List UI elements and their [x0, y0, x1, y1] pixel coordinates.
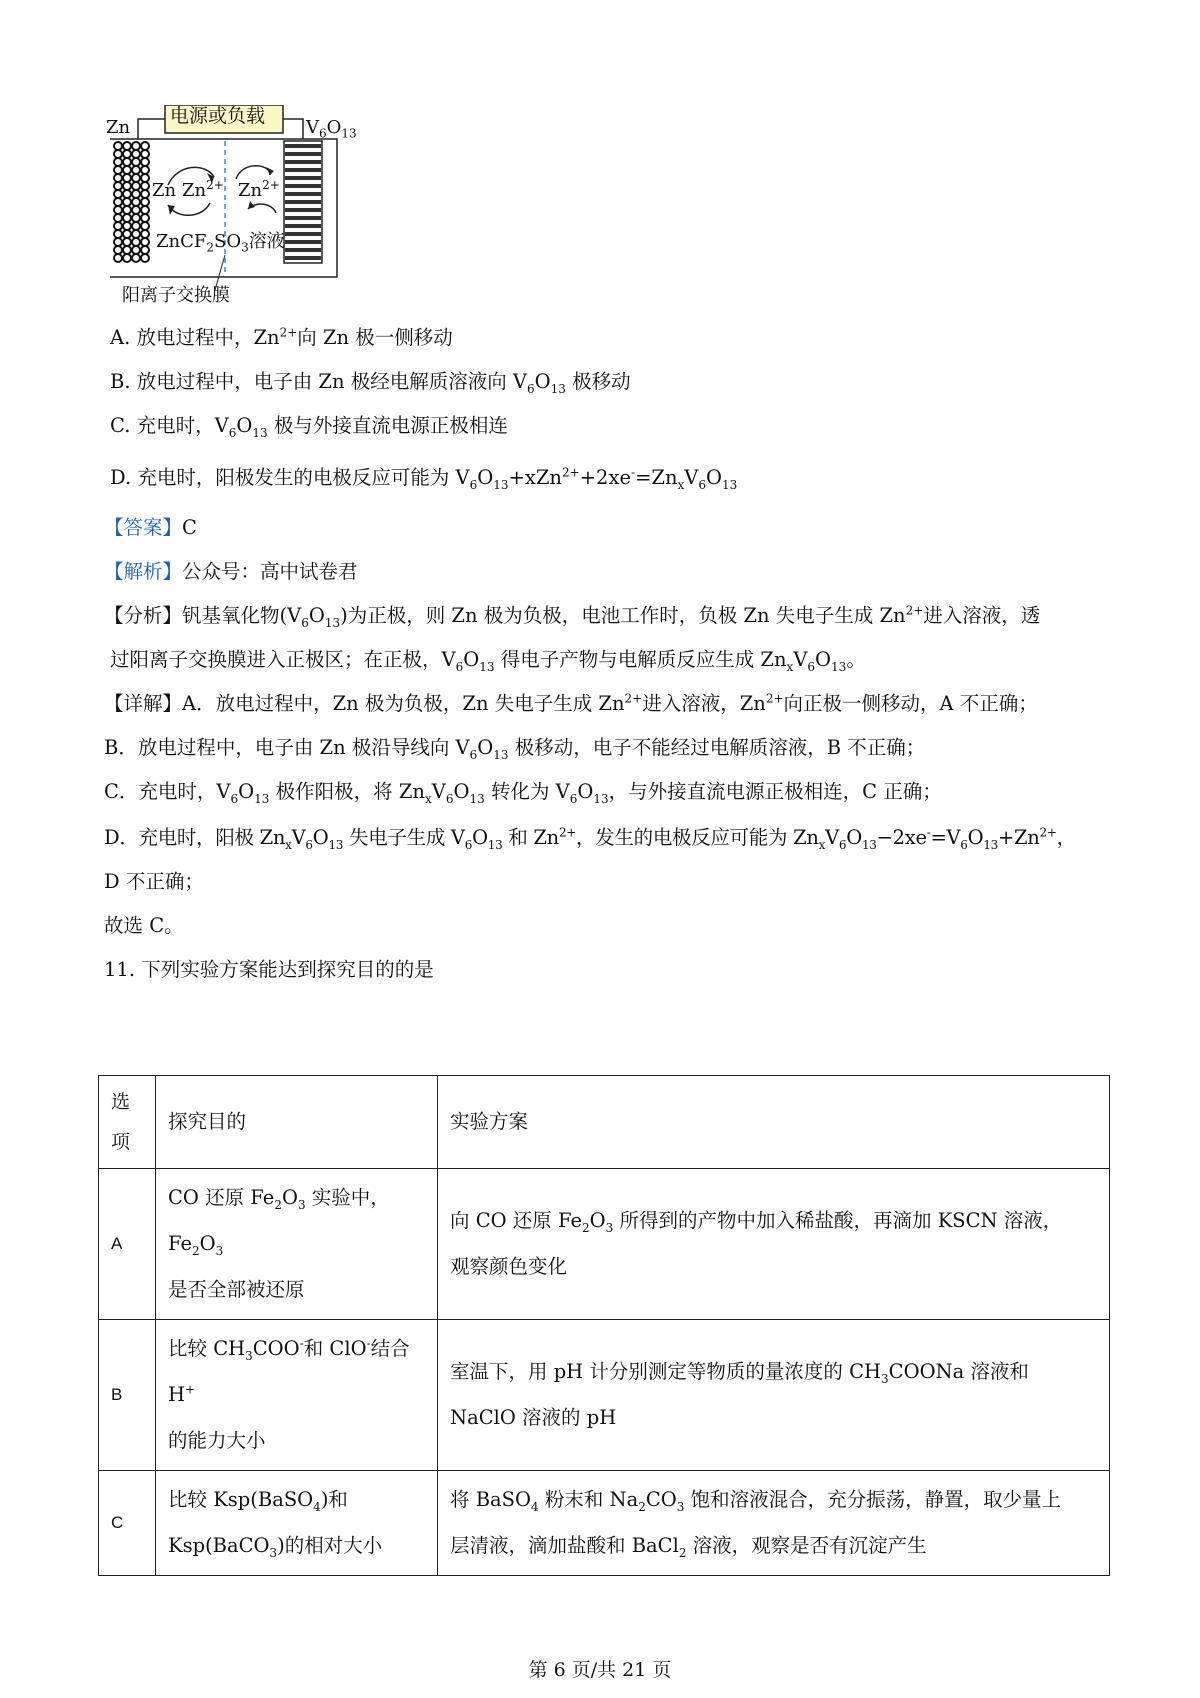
power-label: 电源或负载 — [170, 105, 266, 127]
answer-tag: 【答案】 — [104, 516, 183, 539]
row-option: B — [99, 1320, 156, 1471]
experiment-table — [98, 1075, 1110, 1576]
row-goal: 比较 Ksp(BaSO$_4$)和 Ksp(BaCO$_3$)的相对大小 — [156, 1471, 438, 1576]
table-row — [99, 1471, 1110, 1576]
detail-d-continued: D 不正确； — [104, 870, 204, 893]
detail-c: C．充电时，$V_6O_{13}$ 极作阳极，将 $Zn_xV_6O_{13}$ 转化为 $V_6O_{13}$，与外接直流电源正极相连，C 正确； — [104, 780, 942, 806]
option-c: C. 充电时，$V_6O_{13}$ 极与外接直流电源正极相连 — [110, 414, 508, 440]
header-option: 选 项 — [99, 1076, 156, 1169]
table-row — [99, 1320, 1110, 1471]
jiexi-tag: 【解析】 — [104, 560, 183, 583]
row-goal: 比较 $CH_3COO^-$和 ClO-结合 H+ 的能力大小 — [156, 1320, 438, 1471]
cathode-label: $V_6O_{13}$ — [306, 117, 357, 141]
table-row — [99, 1169, 1110, 1320]
answer-line: 【答案】C — [104, 516, 197, 539]
battery-diagram — [106, 105, 410, 320]
question-11-stem: 11. 下列实验方案能达到探究目的的是 — [104, 958, 434, 981]
electrolyte-label: $ZnCF_2SO_3$溶液 — [156, 231, 285, 255]
row-option: C — [99, 1471, 156, 1576]
left-zn-label: Zn — [152, 180, 177, 201]
page-footer: 第 6 页/共 21 页 — [528, 1659, 672, 1681]
analysis-line-2: 过阳离子交换膜进入正极区；在正极，$V_6O_{13}$ 得电子产物与电解质反应生成 $Zn_xV_6O_{13}$。 — [110, 648, 866, 674]
detail-d: D．充电时，阳极 $Zn_xV_6O_{13}$ 失电子生成 $V_6O_{13}$ 和 $Zn^{2+}$，发生的电极反应可能为 $Zn_xV_6O_{13}-2xe^-=V_6O_{13}+Zn^{2+}$， — [104, 825, 1076, 852]
detail-b: B．放电过程中，电子由 Zn 极沿导线向 $V_6O_{13}$ 极移动，电子不能经过电解质溶液，B 不正确； — [104, 736, 926, 762]
row-option: A — [99, 1169, 156, 1320]
row-scheme: 向 CO 还原 $Fe_2O_3$ 所得到的产物中加入稀盐酸，再滴加 KSCN 溶液， 观察颜色变化 — [438, 1169, 1110, 1320]
left-zn-ion: $Zn^{2+}$ — [182, 178, 224, 201]
header-goal: 探究目的 — [156, 1076, 438, 1169]
option-d: D. 充电时，阳极发生的电极反应可能为 $V_6O_{13}+xZn^{2+}+2xe^-=Zn_xV_6O_{13}$ — [110, 465, 738, 492]
option-b: B. 放电过程中，电子由 Zn 极经电解质溶液向 $V_6O_{13}$ 极移动 — [110, 370, 631, 396]
right-zn-ion: $Zn^{2+}$ — [238, 178, 280, 201]
row-goal: CO 还原 $Fe_2O_3$ 实验中，$Fe_2O_3$ 是否全部被还原 — [156, 1169, 438, 1320]
header-scheme: 实验方案 — [438, 1076, 1110, 1169]
table-header-row — [99, 1076, 1110, 1169]
row-scheme: 室温下，用 pH 计分别测定等物质的量浓度的 $CH_3COONa$ 溶液和 NaClO 溶液的 pH — [438, 1320, 1110, 1471]
option-a: A. 放电过程中，$Zn^{2+}$向 Zn 极一侧移动 — [110, 325, 453, 349]
conclusion: 故选 C。 — [104, 914, 184, 937]
analysis-line-1: 【分析】钒基氧化物$(V_6O_{13})$为正极，则 Zn 极为负极，电池工作时，负极 Zn 失电子生成 $Zn^{2+}$进入溶液，透 — [104, 603, 1041, 630]
zn-electrode-label: Zn — [106, 117, 131, 138]
membrane-label: 阳离子交换膜 — [122, 285, 230, 306]
detail-a: 【详解】A．放电过程中，Zn 极为负极，Zn 失电子生成 $Zn^{2+}$进入溶液，$Zn^{2+}$向正极一侧移动，A 不正确； — [104, 691, 1038, 715]
row-scheme: 将 BaSO$_4$ 粉末和 $Na_2CO_3$ 饱和溶液混合，充分振荡，静置，取少量上 层清液，滴加盐酸和 BaCl$_2$ 溶液，观察是否有沉淀产生 — [438, 1471, 1110, 1576]
jiexi-line: 【解析】公众号：高中试卷君 — [104, 560, 358, 583]
